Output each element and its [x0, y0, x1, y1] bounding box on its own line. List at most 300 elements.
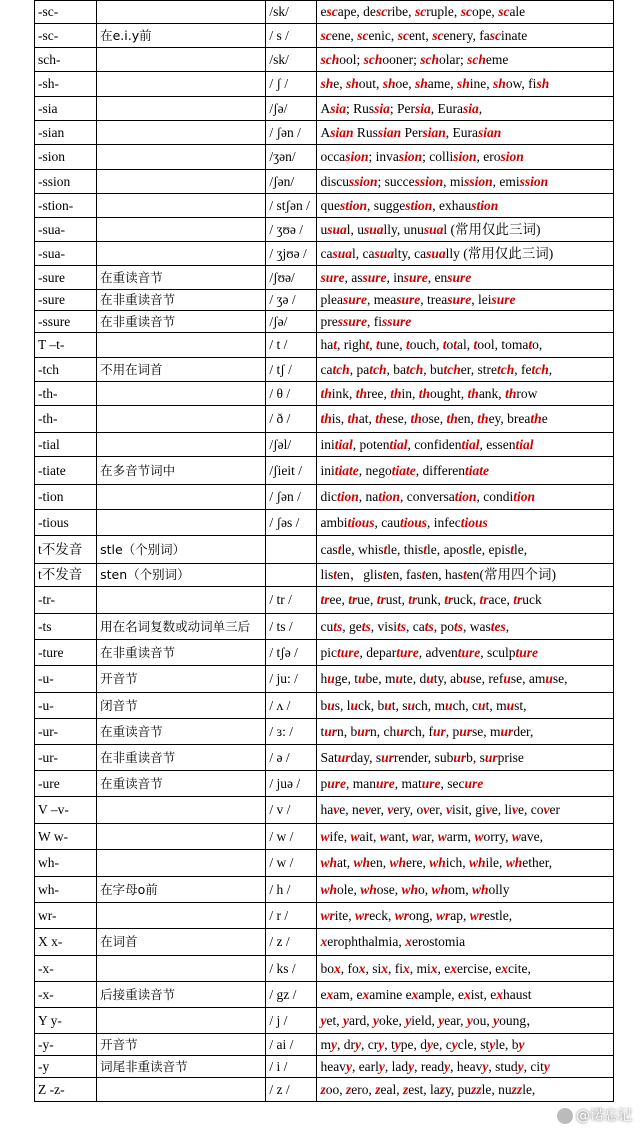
- condition-cell: [97, 121, 266, 145]
- highlighted-letters: z: [439, 1081, 446, 1097]
- condition-cell: 在多音节词中: [97, 457, 266, 485]
- highlighted-letters: y: [345, 1058, 352, 1074]
- ipa-cell: / ʒjʊə /: [266, 242, 317, 266]
- highlighted-letters: tious: [399, 514, 427, 530]
- highlighted-letters: x: [501, 960, 508, 976]
- highlighted-letters: x: [450, 960, 457, 976]
- highlighted-letters: y: [394, 1036, 401, 1052]
- table-row: [35, 290, 614, 311]
- table-row: [35, 311, 614, 333]
- condition-cell: [97, 1008, 266, 1034]
- pattern-cell: -y: [35, 1056, 97, 1078]
- highlighted-letters: v: [511, 802, 518, 817]
- ipa-cell: / t /: [266, 333, 317, 358]
- condition-cell: 在重读音节: [97, 771, 266, 797]
- highlighted-letters: sua: [426, 245, 446, 261]
- highlighted-letters: sc: [375, 4, 388, 19]
- phonics-table: [34, 0, 614, 1102]
- highlighted-letters: y: [451, 1036, 458, 1052]
- condition-cell: sten（个别词）: [97, 564, 266, 587]
- highlighted-letters: th: [320, 411, 332, 426]
- ipa-cell: / ju: /: [266, 666, 317, 693]
- highlighted-letters: wh: [360, 881, 377, 897]
- highlighted-letters: zz: [511, 1081, 523, 1097]
- highlighted-letters: tch: [405, 361, 424, 377]
- highlighted-letters: u: [407, 697, 416, 713]
- examples-cell: she, shout, shoe, shame, shine, show, fish: [317, 72, 614, 97]
- examples-cell: initiate, negotiate, differentiate: [317, 457, 614, 485]
- highlighted-letters: y: [378, 1058, 385, 1074]
- highlighted-letters: wr: [394, 907, 409, 923]
- examples-cell: diction, nation, conversation, condition: [317, 485, 614, 510]
- highlighted-letters: ur: [500, 723, 514, 739]
- table-row: [35, 719, 614, 745]
- examples-cell: picture, departure, adventure, sculpture: [317, 640, 614, 666]
- highlighted-letters: v: [445, 802, 452, 817]
- table-row: [35, 1, 614, 24]
- pattern-cell: -ur-: [35, 719, 97, 745]
- ipa-cell: / w /: [266, 824, 317, 850]
- highlighted-letters: w: [474, 828, 484, 844]
- highlighted-letters: t: [453, 337, 458, 352]
- highlighted-letters: ture: [457, 644, 481, 660]
- highlighted-letters: tion: [378, 489, 400, 504]
- highlighted-letters: wh: [429, 855, 446, 870]
- examples-cell: scene, scenic, scent, scenery, fascinate: [317, 24, 614, 48]
- examples-cell: turn, burn, church, fur, purse, murder,: [317, 719, 614, 745]
- examples-cell: this, that, these, those, then, they, breathe: [317, 406, 614, 433]
- highlighted-letters: sia: [374, 100, 390, 116]
- highlighted-letters: ur: [459, 723, 473, 739]
- condition-cell: [97, 824, 266, 850]
- highlighted-letters: wh: [320, 881, 337, 897]
- highlighted-letters: z: [320, 1081, 326, 1097]
- highlighted-letters: x: [320, 934, 328, 949]
- highlighted-letters: tious: [347, 514, 375, 530]
- ipa-cell: / s /: [266, 24, 317, 48]
- ipa-cell: / j /: [266, 1008, 317, 1034]
- table-row: [35, 745, 614, 771]
- table-row: [35, 358, 614, 382]
- pattern-cell: -sua-: [35, 242, 97, 266]
- condition-cell: 在词首: [97, 929, 266, 956]
- examples-cell: exam, examine example, exist, exhaust: [317, 982, 614, 1008]
- watermark: [557, 1105, 632, 1125]
- examples-cell: what, when, where, which, while, whether,: [317, 850, 614, 877]
- ipa-cell: / ɜ: /: [266, 719, 317, 745]
- table-row: [35, 1034, 614, 1056]
- ipa-cell: / ʃəs /: [266, 510, 317, 536]
- highlighted-letters: y: [372, 1012, 379, 1028]
- highlighted-letters: sia: [330, 100, 346, 116]
- highlighted-letters: x: [362, 986, 370, 1002]
- examples-cell: think, three, thin, thought, thank, throw: [317, 382, 614, 406]
- condition-cell: 在非重读音节: [97, 640, 266, 666]
- examples-cell: write, wreck, wrong, wrap, wrestle,: [317, 903, 614, 929]
- condition-cell: [97, 145, 266, 170]
- highlighted-letters: th: [375, 411, 387, 426]
- highlighted-letters: tious: [460, 514, 488, 530]
- phonics-table-body: [35, 1, 614, 1102]
- highlighted-letters: th: [477, 411, 489, 426]
- table-row: [35, 982, 614, 1008]
- highlighted-letters: sch: [320, 51, 340, 67]
- condition-cell: [97, 48, 266, 72]
- ipa-cell: /sk/: [266, 48, 317, 72]
- examples-cell: huge, tube, mute, duty, abuse, refuse, amuse,: [317, 666, 614, 693]
- highlighted-letters: u: [395, 671, 403, 686]
- table-row: [35, 433, 614, 457]
- highlighted-letters: t: [473, 337, 478, 352]
- highlighted-letters: sion: [453, 149, 477, 164]
- table-row: [35, 266, 614, 290]
- condition-cell: [97, 1, 266, 24]
- pattern-cell: W w-: [35, 824, 97, 850]
- examples-cell: listen，glisten, fasten, hasten(常用四个词): [317, 564, 614, 587]
- highlighted-letters: sc: [460, 4, 472, 19]
- table-row: [35, 194, 614, 218]
- highlighted-letters: u: [506, 697, 515, 713]
- highlighted-letters: v: [387, 802, 394, 817]
- table-row: [35, 666, 614, 693]
- examples-cell: escape, describe, scruple, scope, scale: [317, 1, 614, 24]
- highlighted-letters: ts: [333, 618, 343, 634]
- pattern-cell: -sia: [35, 97, 97, 121]
- examples-cell: pure, manure, mature, secure: [317, 771, 614, 797]
- ipa-cell: / juə /: [266, 771, 317, 797]
- ipa-cell: /ʒən/: [266, 145, 317, 170]
- ipa-cell: /ʃieit /: [266, 457, 317, 485]
- highlighted-letters: y: [493, 1012, 500, 1028]
- highlighted-letters: x: [381, 960, 388, 976]
- table-row: [35, 145, 614, 170]
- highlighted-letters: stion: [471, 197, 499, 213]
- highlighted-letters: ur: [324, 723, 337, 739]
- highlighted-letters: ur: [396, 723, 410, 739]
- table-row: [35, 382, 614, 406]
- examples-cell: zoo, zero, zeal, zest, lazy, puzzle, nuzzle,: [317, 1078, 614, 1102]
- pattern-cell: -sion: [35, 145, 97, 170]
- highlighted-letters: ure: [375, 775, 395, 791]
- highlighted-letters: sua: [332, 245, 352, 261]
- highlighted-letters: t: [510, 541, 515, 557]
- highlighted-letters: v: [333, 802, 340, 817]
- table-row: [35, 1008, 614, 1034]
- highlighted-letters: wr: [435, 907, 451, 923]
- table-row: [35, 614, 614, 640]
- ipa-cell: / z /: [266, 929, 317, 956]
- highlighted-letters: y: [354, 1036, 361, 1052]
- examples-cell: bus, luck, but, such, much, cut, must,: [317, 693, 614, 719]
- highlighted-letters: ure: [464, 775, 484, 791]
- examples-cell: school; schooner; scholar; scheme: [317, 48, 614, 72]
- highlighted-letters: x: [411, 986, 419, 1002]
- condition-cell: [97, 406, 266, 433]
- highlighted-letters: tr: [479, 592, 489, 607]
- table-row: [35, 824, 614, 850]
- highlighted-letters: wh: [389, 855, 406, 870]
- highlighted-letters: y: [444, 1058, 451, 1074]
- highlighted-letters: tion: [513, 489, 535, 504]
- condition-cell: [97, 587, 266, 614]
- highlighted-letters: y: [405, 1012, 412, 1028]
- highlighted-letters: ure: [421, 775, 441, 791]
- highlighted-letters: ts: [397, 618, 407, 634]
- table-row: [35, 72, 614, 97]
- ipa-cell: / ʒʊə /: [266, 218, 317, 242]
- highlighted-letters: tiate: [464, 462, 489, 478]
- pattern-cell: -sua-: [35, 218, 97, 242]
- highlighted-letters: tiate: [391, 462, 416, 478]
- highlighted-letters: w: [379, 828, 389, 844]
- pattern-cell: wr-: [35, 903, 97, 929]
- highlighted-letters: sure: [342, 292, 367, 307]
- condition-cell: 在字母o前: [97, 877, 266, 903]
- highlighted-letters: x: [405, 934, 412, 949]
- highlighted-letters: sua: [374, 245, 394, 261]
- condition-cell: [97, 510, 266, 536]
- highlighted-letters: th: [390, 385, 402, 401]
- examples-cell: sure, assure, insure, ensure: [317, 266, 614, 290]
- highlighted-letters: tr: [444, 592, 454, 607]
- table-row: [35, 877, 614, 903]
- highlighted-letters: x: [430, 960, 438, 976]
- highlighted-letters: sh: [382, 76, 396, 91]
- condition-cell: 闭音节: [97, 693, 266, 719]
- highlighted-letters: tr: [376, 592, 386, 607]
- highlighted-letters: w: [320, 828, 330, 844]
- ipa-cell: / ʌ /: [266, 693, 317, 719]
- ipa-cell: / i /: [266, 1056, 317, 1078]
- highlighted-letters: sh: [493, 76, 506, 91]
- pattern-cell: -tr-: [35, 587, 97, 614]
- ipa-cell: / ʃ /: [266, 72, 317, 97]
- highlighted-letters: sc: [397, 27, 409, 43]
- ipa-cell: / ai /: [266, 1034, 317, 1056]
- examples-cell: pressure, fissure: [317, 311, 614, 333]
- highlighted-letters: ure: [327, 775, 346, 791]
- pattern-cell: t不发音: [35, 564, 97, 587]
- highlighted-letters: w: [437, 828, 447, 844]
- highlighted-letters: sh: [345, 76, 359, 91]
- pattern-cell: -y-: [35, 1034, 97, 1056]
- highlighted-letters: u: [327, 671, 335, 686]
- highlighted-letters: sure: [491, 292, 516, 307]
- pattern-cell: -u-: [35, 666, 97, 693]
- highlighted-letters: ts: [361, 618, 371, 634]
- highlighted-letters: sua: [363, 221, 384, 237]
- highlighted-letters: wh: [505, 855, 523, 870]
- examples-cell: initial, potential, confidential, essential: [317, 433, 614, 457]
- examples-cell: ambitious, cautious, infectious: [317, 510, 614, 536]
- highlighted-letters: y: [517, 1058, 524, 1074]
- pattern-cell: -ure: [35, 771, 97, 797]
- highlighted-letters: stion: [339, 197, 367, 213]
- condition-cell: 不用在词首: [97, 358, 266, 382]
- highlighted-letters: v: [423, 802, 430, 817]
- pattern-cell: t不发音: [35, 536, 97, 564]
- highlighted-letters: sch: [363, 51, 383, 67]
- condition-cell: stle（个别词）: [97, 536, 266, 564]
- condition-cell: 后接重读音节: [97, 982, 266, 1008]
- examples-cell: usual, usually, unusual (常用仅此三词): [317, 218, 614, 242]
- highlighted-letters: ur: [357, 723, 370, 739]
- highlighted-letters: ur: [484, 749, 498, 765]
- condition-cell: 在e.i.y前: [97, 24, 266, 48]
- table-row: [35, 218, 614, 242]
- pattern-cell: V –v-: [35, 797, 97, 824]
- highlighted-letters: th: [467, 385, 479, 401]
- ipa-cell: / z /: [266, 1078, 317, 1102]
- highlighted-letters: y: [330, 1036, 337, 1052]
- table-row: [35, 903, 614, 929]
- highlighted-letters: v: [364, 802, 371, 817]
- ipa-cell: / ʒə /: [266, 290, 317, 311]
- ipa-cell: / ə /: [266, 745, 317, 771]
- highlighted-letters: t: [382, 567, 387, 582]
- condition-cell: 在非重读音节: [97, 290, 266, 311]
- watermark-logo-icon: [557, 1108, 573, 1124]
- highlighted-letters: tch: [531, 361, 549, 377]
- highlighted-letters: wr: [469, 907, 485, 923]
- table-row: [35, 457, 614, 485]
- highlighted-letters: sure: [396, 292, 421, 307]
- highlighted-letters: v: [543, 802, 550, 817]
- highlighted-letters: sc: [357, 27, 369, 43]
- highlighted-letters: sc: [489, 27, 502, 43]
- highlighted-letters: y: [543, 1058, 550, 1074]
- table-row: [35, 564, 614, 587]
- highlighted-letters: tch: [496, 361, 515, 377]
- highlighted-letters: w: [350, 828, 360, 844]
- pattern-cell: -th-: [35, 382, 97, 406]
- highlighted-letters: x: [326, 986, 334, 1002]
- ipa-cell: /ʃəl/: [266, 433, 317, 457]
- ipa-cell: /ʃə/: [266, 97, 317, 121]
- table-row: [35, 850, 614, 877]
- highlighted-letters: ture: [336, 644, 360, 660]
- highlighted-letters: sc: [320, 27, 332, 43]
- highlighted-letters: sure: [362, 269, 387, 285]
- highlighted-letters: th: [530, 411, 542, 426]
- table-row: [35, 640, 614, 666]
- highlighted-letters: sure: [447, 269, 472, 285]
- highlighted-letters: sh: [457, 76, 470, 91]
- highlighted-letters: x: [464, 986, 471, 1002]
- ipa-cell: [266, 564, 317, 587]
- pattern-cell: -x-: [35, 956, 97, 982]
- ipa-cell: / ʃən /: [266, 121, 317, 145]
- pattern-cell: -sc-: [35, 1, 97, 24]
- examples-cell: xerophthalmia, xerostomia: [317, 929, 614, 956]
- highlighted-letters: tr: [348, 592, 358, 607]
- highlighted-letters: y: [438, 1012, 445, 1028]
- ipa-cell: / ts /: [266, 614, 317, 640]
- pattern-cell: -sian: [35, 121, 97, 145]
- highlighted-letters: u: [445, 697, 453, 713]
- highlighted-letters: sh: [320, 76, 334, 91]
- pattern-cell: wh-: [35, 850, 97, 877]
- highlighted-letters: u: [545, 671, 553, 686]
- highlighted-letters: ts: [424, 618, 434, 634]
- examples-cell: Asian Russian Persian, Eurasian: [317, 121, 614, 145]
- ipa-cell: / ks /: [266, 956, 317, 982]
- highlighted-letters: t: [468, 541, 473, 557]
- pattern-cell: -ssure: [35, 311, 97, 333]
- ipa-cell: / stʃən /: [266, 194, 317, 218]
- highlighted-letters: th: [410, 411, 422, 426]
- highlighted-letters: x: [358, 960, 366, 976]
- highlighted-letters: sc: [498, 4, 510, 19]
- highlighted-letters: sc: [432, 27, 444, 43]
- highlighted-letters: sh: [415, 76, 428, 91]
- highlighted-letters: ur: [433, 723, 446, 739]
- examples-cell: tree, true, trust, trunk, truck, trace, truck: [317, 587, 614, 614]
- pattern-cell: -sc-: [35, 24, 97, 48]
- highlighted-letters: ssion: [519, 173, 549, 189]
- pattern-cell: -tch: [35, 358, 97, 382]
- highlighted-letters: th: [418, 385, 431, 401]
- examples-cell: discussion; succession, mission, emission: [317, 170, 614, 194]
- highlighted-letters: t: [375, 337, 380, 352]
- highlighted-letters: sc: [414, 4, 427, 19]
- pattern-cell: -ts: [35, 614, 97, 640]
- examples-cell: occasion; invasion; collision, erosion: [317, 145, 614, 170]
- table-row: [35, 587, 614, 614]
- condition-cell: 在非重读音节: [97, 311, 266, 333]
- highlighted-letters: t: [333, 567, 337, 582]
- condition-cell: [97, 1078, 266, 1102]
- highlighted-letters: sian: [377, 124, 402, 140]
- examples-cell: hat, right, tune, touch, total, tool, tomato,: [317, 333, 614, 358]
- condition-cell: 用在名词复数或动词单三后: [97, 614, 266, 640]
- examples-cell: question, suggestion, exhaustion: [317, 194, 614, 218]
- highlighted-letters: tion: [336, 489, 359, 504]
- highlighted-letters: u: [350, 697, 358, 713]
- pattern-cell: -tion: [35, 485, 97, 510]
- highlighted-letters: t: [337, 541, 342, 557]
- table-row: [35, 24, 614, 48]
- condition-cell: 开音节: [97, 666, 266, 693]
- pattern-cell: Z -z-: [35, 1078, 97, 1102]
- table-row: [35, 242, 614, 266]
- table-row: [35, 771, 614, 797]
- highlighted-letters: u: [462, 671, 471, 686]
- highlighted-letters: y: [320, 1012, 327, 1028]
- examples-cell: wife, wait, want, war, warm, worry, wave,: [317, 824, 614, 850]
- condition-cell: [97, 485, 266, 510]
- highlighted-letters: wr: [320, 907, 335, 923]
- highlighted-letters: tr: [513, 592, 523, 607]
- highlighted-letters: sua: [327, 221, 347, 237]
- pattern-cell: -ur-: [35, 745, 97, 771]
- highlighted-letters: t: [365, 337, 370, 352]
- highlighted-letters: wr: [354, 907, 370, 923]
- highlighted-letters: th: [355, 385, 367, 401]
- highlighted-letters: ture: [396, 644, 419, 660]
- condition-cell: [97, 170, 266, 194]
- table-row: [35, 121, 614, 145]
- condition-cell: [97, 333, 266, 358]
- condition-cell: [97, 242, 266, 266]
- table-row: [35, 97, 614, 121]
- pattern-cell: -tiate: [35, 457, 97, 485]
- pattern-cell: -ssion: [35, 170, 97, 194]
- highlighted-letters: u: [478, 697, 486, 713]
- pattern-cell: X x-: [35, 929, 97, 956]
- highlighted-letters: y: [378, 1036, 385, 1052]
- highlighted-letters: th: [505, 385, 517, 401]
